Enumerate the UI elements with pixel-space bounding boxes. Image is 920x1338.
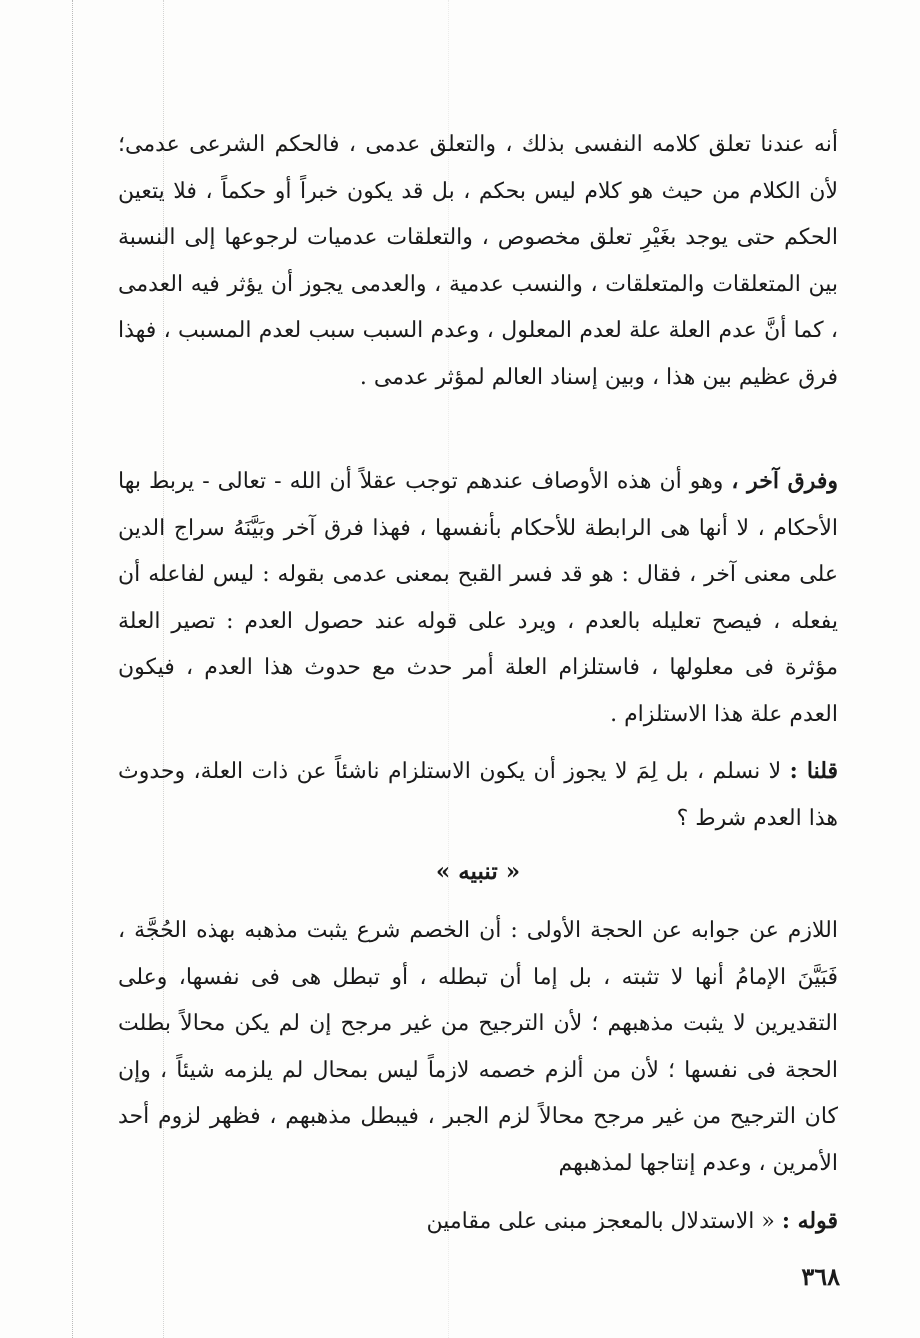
section-heading: « تنبيه »: [435, 858, 521, 885]
paragraph-2: [118, 458, 838, 738]
page-number: ٣٦٨: [801, 1262, 840, 1291]
paragraph-4: [118, 908, 838, 1187]
paragraph-lead: قلنا :: [789, 758, 839, 784]
paragraph-text: لا نسلم ، بل لِمَ لا يجوز أن يكون الاستلزام ناشئاً عن ذات العلة، وحدوث هذا العدم شرط ؟: [118, 759, 838, 831]
paragraph-3: [118, 748, 838, 842]
scan-margin-line: [72, 0, 73, 1338]
paragraph-lead: وفرق آخر ،: [731, 468, 838, 494]
paragraph-1: [118, 122, 838, 401]
paragraph-lead: قوله :: [781, 1208, 838, 1234]
paragraph-5: [118, 1198, 838, 1246]
paragraph-text: اللازم عن جوابه عن الحجة الأولى : أن الخصم شرع يثبت مذهبه بهذه الحُجَّة ، فَبَيَّنَ الإمامُ أنها لا تثبته ، بل إما أن تبطله ، أو تبطل هى فى نفسها، وعلى التقديرين لا يثبت مذهبهم ؛ لأن الترجيح من غير مرجح إن لم يكن محالاً بطلت الحجة فى نفسها ؛ لأن من ألزم خصمه لازماً ليس بمحال لم يلزمه شيئاً ، وإن كان الترجيح من غير مرجح محالاً لزم الجبر ، فيبطل مذهبهم ، فظهر لزوم أحد الأمرين ، وعدم إنتاجها لمذهبهم: [118, 918, 838, 1176]
paragraph-text: وهو أن هذه الأوصاف عندهم توجب عقلاً أن الله - تعالى - يربط بها الأحكام ، لا أنها هى الرابطة للأحكام بأنفسها ، فهذا فرق آخر وبَيَّنَهُ سراج الدين على معنى آخر ، فقال : هو قد فسر القبح بمعنى عدمى بقوله : ليس لفاعله أن يفعله ، فيصح تعليله بالعدم ، ويرد على قوله عند حصول العدم : تصير العلة مؤثرة فى معلولها ، فاستلزام العلة أمر حدث مع حدوث هذا العدم ، فيكون العدم علة هذا الاستلزام .: [118, 469, 838, 727]
paragraph-text: « الاستدلال بالمعجز مبنى على مقامين: [426, 1209, 782, 1234]
paragraph-text: أنه عندنا تعلق كلامه النفسى بذلك ، والتعلق عدمى ، فالحكم الشرعى عدمى؛ لأن الكلام من حيث هو كلام ليس بحكم ، بل قد يكون خبراً أو حكماً ، فلا يتعين الحكم حتى يوجد بغَيْرِ تعلق مخصوص ، والتعلقات عدميات لرجوعها إلى النسبة بين المتعلقات والمتعلقات ، والنسب عدمية ، والعدمى يجوز أن يؤثر فيه العدمى ، كما أنَّ عدم العلة علة لعدم المعلول ، وعدم السبب سبب لعدم المسبب ، فهذا فرق عظيم بين هذا ، وبين إسناد العالم لمؤثر عدمى .: [118, 132, 838, 390]
